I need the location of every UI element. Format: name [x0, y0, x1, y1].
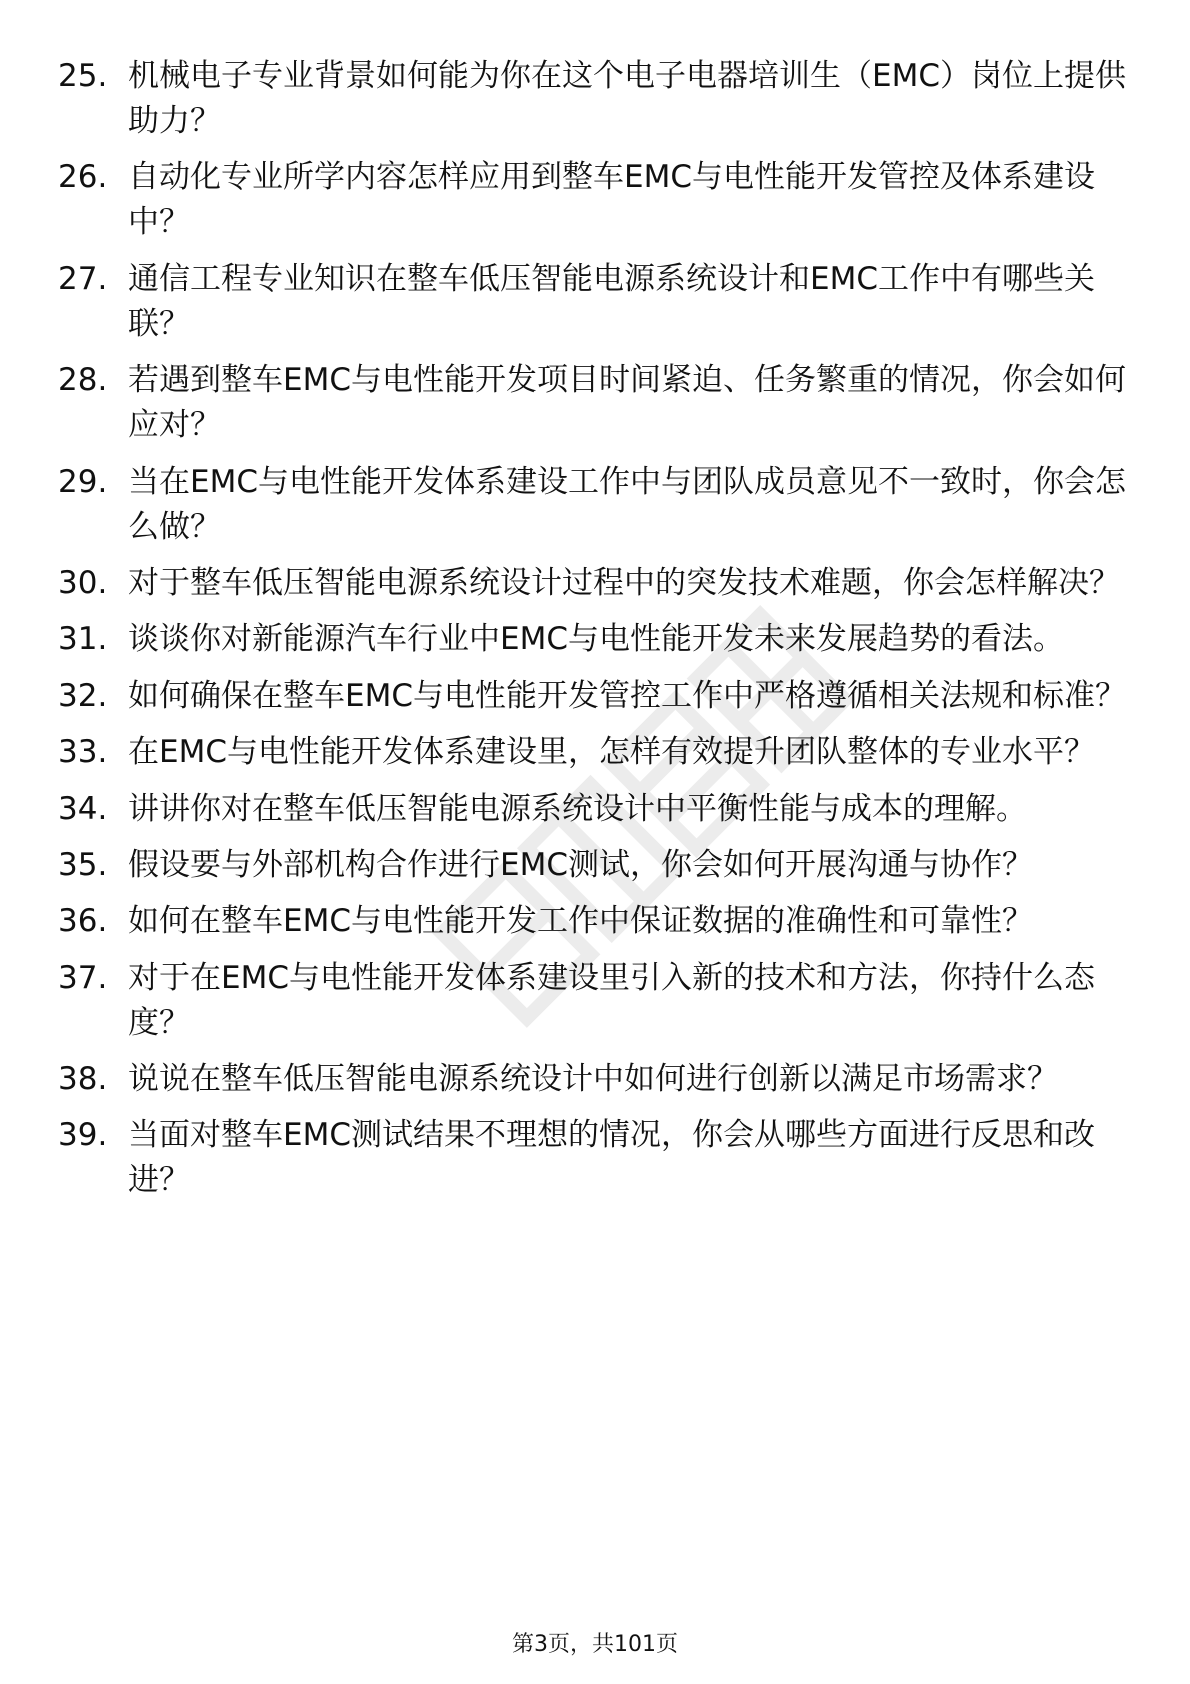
question-text: 假设要与外部机构合作进行EMC测试，你会如何开展沟通与协作？ [128, 846, 1033, 883]
question-number: 29. [58, 463, 108, 500]
question-item [58, 617, 1138, 662]
question-text: 在EMC与电性能开发体系建设里，怎样有效提升团队整体的专业水平？ [128, 734, 1095, 771]
question-number: 26. [58, 159, 108, 196]
question-item [58, 1113, 1138, 1203]
question-item [58, 54, 1138, 144]
question-text: 通信工程专业知识在整车低压智能电源系统设计和EMC工作中有哪些关联？ [128, 260, 1095, 342]
question-item [58, 843, 1138, 888]
question-item [58, 1057, 1138, 1102]
question-number: 39. [58, 1117, 108, 1154]
question-number: 36. [58, 903, 108, 940]
question-text: 当在EMC与电性能开发体系建设工作中与团队成员意见不一致时，你会怎么做？ [128, 463, 1126, 545]
question-item [58, 358, 1138, 448]
question-item [58, 155, 1138, 245]
question-number: 33. [58, 734, 108, 771]
question-item [58, 460, 1138, 550]
question-number: 28. [58, 362, 108, 399]
question-text: 如何在整车EMC与电性能开发工作中保证数据的准确性和可靠性？ [128, 903, 1033, 940]
question-list [58, 54, 1138, 1215]
question-item [58, 730, 1138, 775]
question-text: 当面对整车EMC测试结果不理想的情况，你会从哪些方面进行反思和改进？ [128, 1117, 1095, 1199]
question-text: 说说在整车低压智能电源系统设计中如何进行创新以满足市场需求？ [128, 1061, 1058, 1098]
question-number: 35. [58, 846, 108, 883]
question-text: 对于整车低压智能电源系统设计过程中的突发技术难题，你会怎样解决？ [128, 564, 1120, 601]
question-item [58, 674, 1138, 719]
question-text: 谈谈你对新能源汽车行业中EMC与电性能开发未来发展趋势的看法。 [128, 621, 1064, 658]
question-text: 对于在EMC与电性能开发体系建设里引入新的技术和方法，你持什么态度？ [128, 959, 1095, 1041]
question-number: 25. [58, 58, 108, 94]
question-number: 31. [58, 621, 108, 658]
question-item [58, 956, 1138, 1046]
question-item [58, 787, 1138, 832]
question-item [58, 899, 1138, 944]
question-text: 如何确保在整车EMC与电性能开发管控工作中严格遵循相关法规和标准？ [128, 677, 1126, 714]
page-number-footer: 第3页，共101页 [512, 1632, 678, 1657]
question-number: 34. [58, 790, 108, 827]
question-text: 机械电子专业背景如何能为你在这个电子电器培训生（EMC）岗位上提供助力？ [128, 58, 1126, 139]
question-item [58, 561, 1138, 606]
question-text: 讲讲你对在整车低压智能电源系统设计中平衡性能与成本的理解。 [128, 790, 1027, 827]
question-text: 若遇到整车EMC与电性能开发项目时间紧迫、任务繁重的情况，你会如何应对？ [128, 362, 1126, 444]
question-number: 32. [58, 677, 108, 714]
question-number: 37. [58, 959, 108, 996]
question-text: 自动化专业所学内容怎样应用到整车EMC与电性能开发管控及体系建设中？ [128, 159, 1095, 241]
question-number: 30. [58, 564, 108, 601]
question-number: 38. [58, 1061, 108, 1098]
question-number: 27. [58, 260, 108, 297]
question-item [58, 257, 1138, 347]
